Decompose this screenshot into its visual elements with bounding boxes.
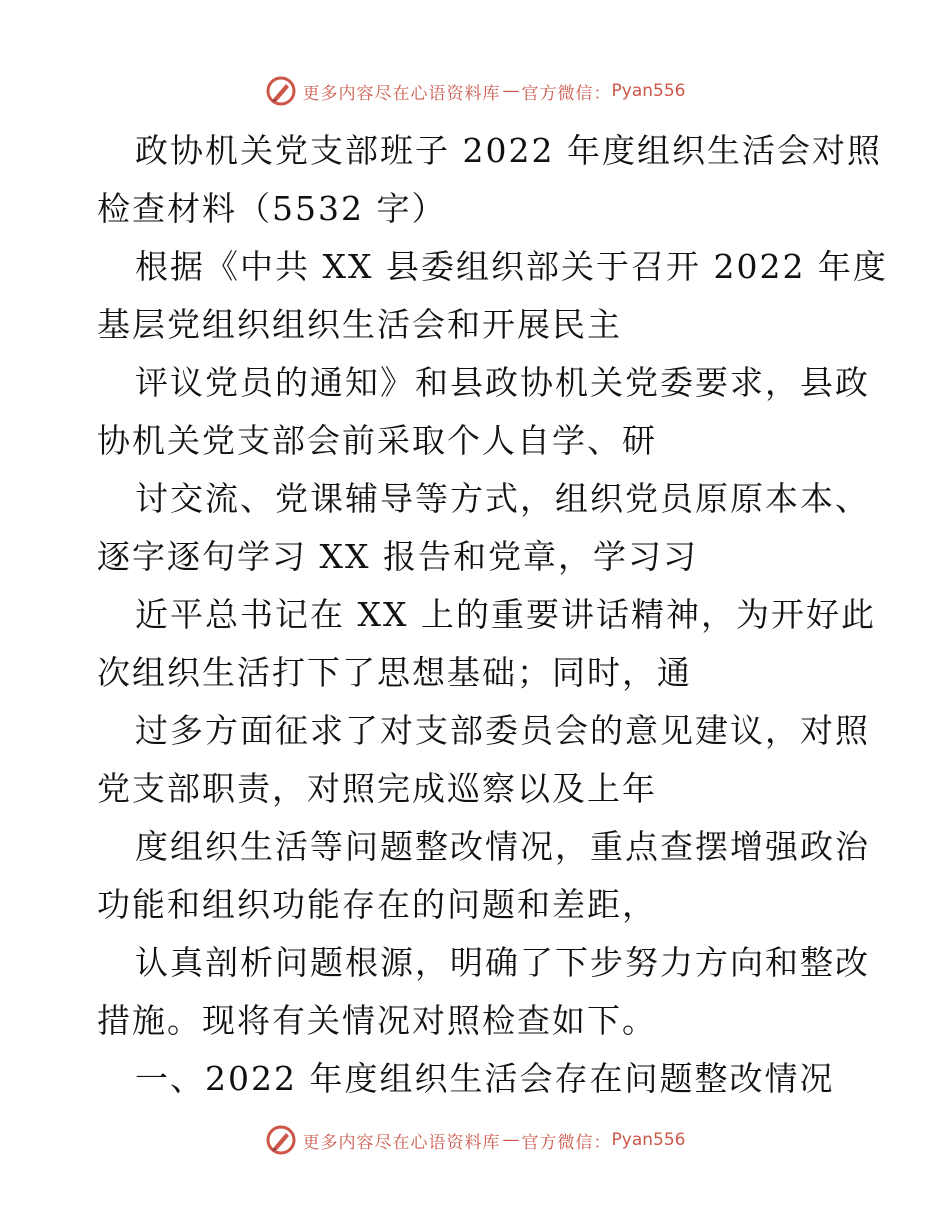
paragraph [97,818,870,934]
pen-logo-icon [265,75,297,107]
watermark-footer [0,1123,950,1157]
paragraph-line: 度组织生活等问题整改情况，重点查摆增强政治 [135,827,870,866]
watermark-site: 更多内容尽在心语资料库 [302,83,501,104]
paragraph [97,934,870,1050]
watermark-separator: — [502,1130,520,1150]
paragraph [97,470,870,586]
paragraph-line: 政协机关党支部班子 2022 年度组织生活会对照 [135,131,882,170]
pen-logo-icon [265,1124,297,1156]
paragraph-line: 检查材料（5532 字） [97,189,447,228]
paragraph [97,238,888,354]
paragraph-line: 功能和组织功能存在的问题和差距， [97,885,657,924]
paragraph [97,586,876,702]
document-body [97,122,888,1108]
watermark-label: 官方微信： [521,1132,612,1153]
section-heading [97,1050,857,1108]
paragraph [97,354,870,470]
section-heading-text: 一、2022 年度组织生活会存在问题整改情况 [135,1059,835,1098]
watermark-header [0,74,950,108]
watermark-separator: — [502,81,520,101]
paragraph-line: 讨交流、党课辅导等方式，组织党员原原本本、 [135,479,870,518]
paragraph-line: 逐字逐句学习 XX 报告和党章，学习习 [97,537,698,576]
paragraph [97,702,870,818]
paragraph-line: 根据《中共 XX 县委组织部关于召开 2022 年度 [135,247,888,286]
watermark-label: 官方微信： [521,83,612,104]
paragraph-line: 措施。现将有关情况对照检查如下。 [97,1001,657,1040]
paragraph-line: 评议党员的通知》和县政协机关党委要求，县政 [135,363,870,402]
watermark-site: 更多内容尽在心语资料库 [302,1132,501,1153]
paragraph-line: 基层党组织组织生活会和开展民主 [97,305,622,344]
paragraph-line: 近平总书记在 XX 上的重要讲话精神，为开好此 [135,595,876,634]
paragraph-line: 党支部职责，对照完成巡察以及上年 [97,769,657,808]
paragraph-line: 协机关党支部会前采取个人自学、研 [97,421,657,460]
watermark-handle: Pyan556 [611,1130,686,1150]
paragraph-line: 认真剖析问题根源，明确了下步努力方向和整改 [135,943,870,982]
paragraph-line: 次组织生活打下了思想基础；同时，通 [97,653,692,692]
watermark-handle: Pyan556 [611,81,686,101]
paragraph-line: 过多方面征求了对支部委员会的意见建议，对照 [135,711,870,750]
paragraph-title [97,122,882,238]
